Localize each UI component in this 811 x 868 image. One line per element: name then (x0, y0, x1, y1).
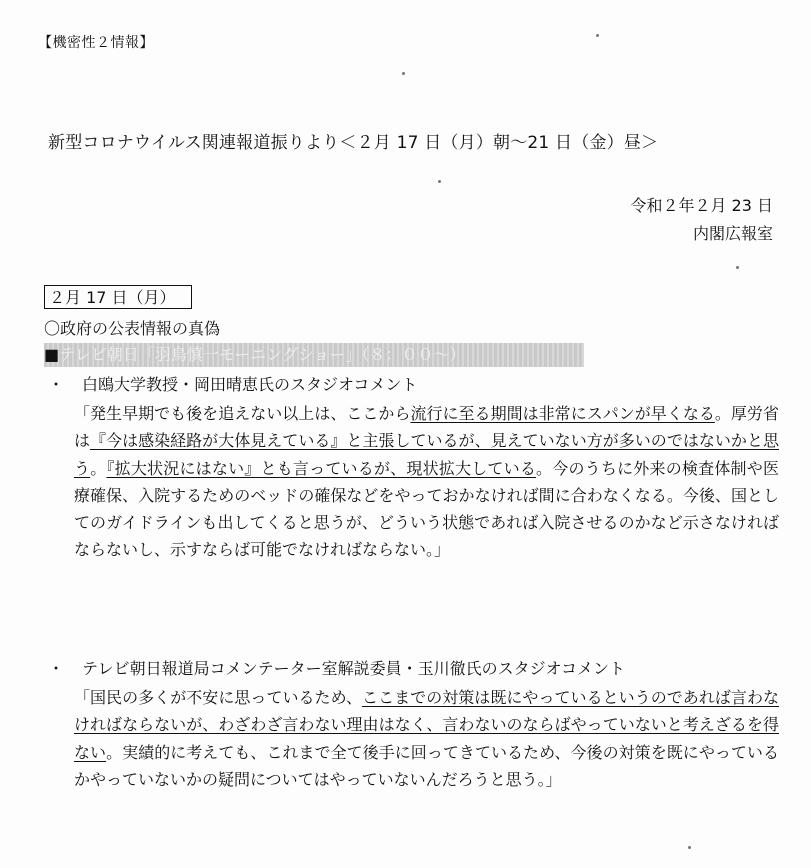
comment-segment: 「国民の多くが不安に思っているため、 (74, 688, 363, 707)
underlined-segment: 流行に至る期間は非常にスパンが早くなる (410, 404, 715, 423)
underlined-segment: とも言っているが、現状拡大している (260, 458, 537, 478)
bullet-dot: ・ (48, 659, 65, 678)
program-bullet: ■ (44, 345, 60, 364)
scan-speck (596, 34, 599, 37)
day-heading-box: ２月 17 日（月） (44, 285, 192, 309)
issuing-office: 内閣広報室 (692, 224, 773, 243)
program-bar (44, 343, 584, 367)
confidentiality-label: 【機密性２情報】 (38, 35, 154, 51)
scan-speck (402, 72, 405, 75)
comment-segment: 「発生早期でも後を追えない以上は、ここから (74, 404, 411, 423)
comment-segment: 。今のうちに外来の検査体制や医療確保、入院するためのベッドの確保などをやっておかなければ間に合わなくなる。今後、国としてのガイドラインも出してくると思うが、どういう状態であれば入院させるのかなど示さなければならないし、示すならば可能でなければならない。」 (74, 458, 779, 560)
scan-speck (688, 846, 691, 849)
comment-heading: テレビ朝日報道局コメンテーター室解説委員・玉川徹氏のスタジオコメント (82, 659, 626, 678)
topic-heading: 〇政府の公表情報の真偽 (44, 319, 221, 338)
underlined-segment: ここまでの対策は既にやっているというのであれば言わなければならないが、わざわざ言わない理由はなく、言わないのならばやっていないと考えざるを得ない (74, 688, 779, 762)
program-name: テレビ朝日「羽鳥慎一モーニングショー」（８：００～） (59, 345, 466, 364)
comment-heading: 白鴎大学教授・岡田晴恵氏のスタジオコメント (82, 375, 418, 394)
underlined-segment: 『拡大状況にはない』 (106, 458, 261, 478)
scan-speck (736, 266, 739, 269)
comment-segment: 。 (90, 458, 107, 478)
comment-segment: 。実績的に考えても、これまで全て後手に回ってきているため、今後の対策を既にやっているかやっていないかの疑問についてはやっていないんだろうと思う。」 (74, 742, 779, 789)
comment-segment: 。厚労省は (74, 404, 779, 451)
underlined-segment: 『今は感染経路が大体見えている』 (90, 431, 347, 451)
bullet-dot: ・ (48, 375, 65, 394)
scan-speck (438, 180, 441, 183)
issue-date: 令和２年２月 23 日 (630, 196, 773, 215)
comment-text (74, 684, 779, 793)
document-title: 新型コロナウイルス関連報道振りより＜２月 17 日（月）朝～21 日（金）昼＞ (48, 133, 659, 153)
date-block (630, 192, 773, 248)
comment-text (74, 400, 779, 564)
underlined-segment: と主張しているが、見えていない方が多いのではないかと思う (74, 431, 779, 478)
